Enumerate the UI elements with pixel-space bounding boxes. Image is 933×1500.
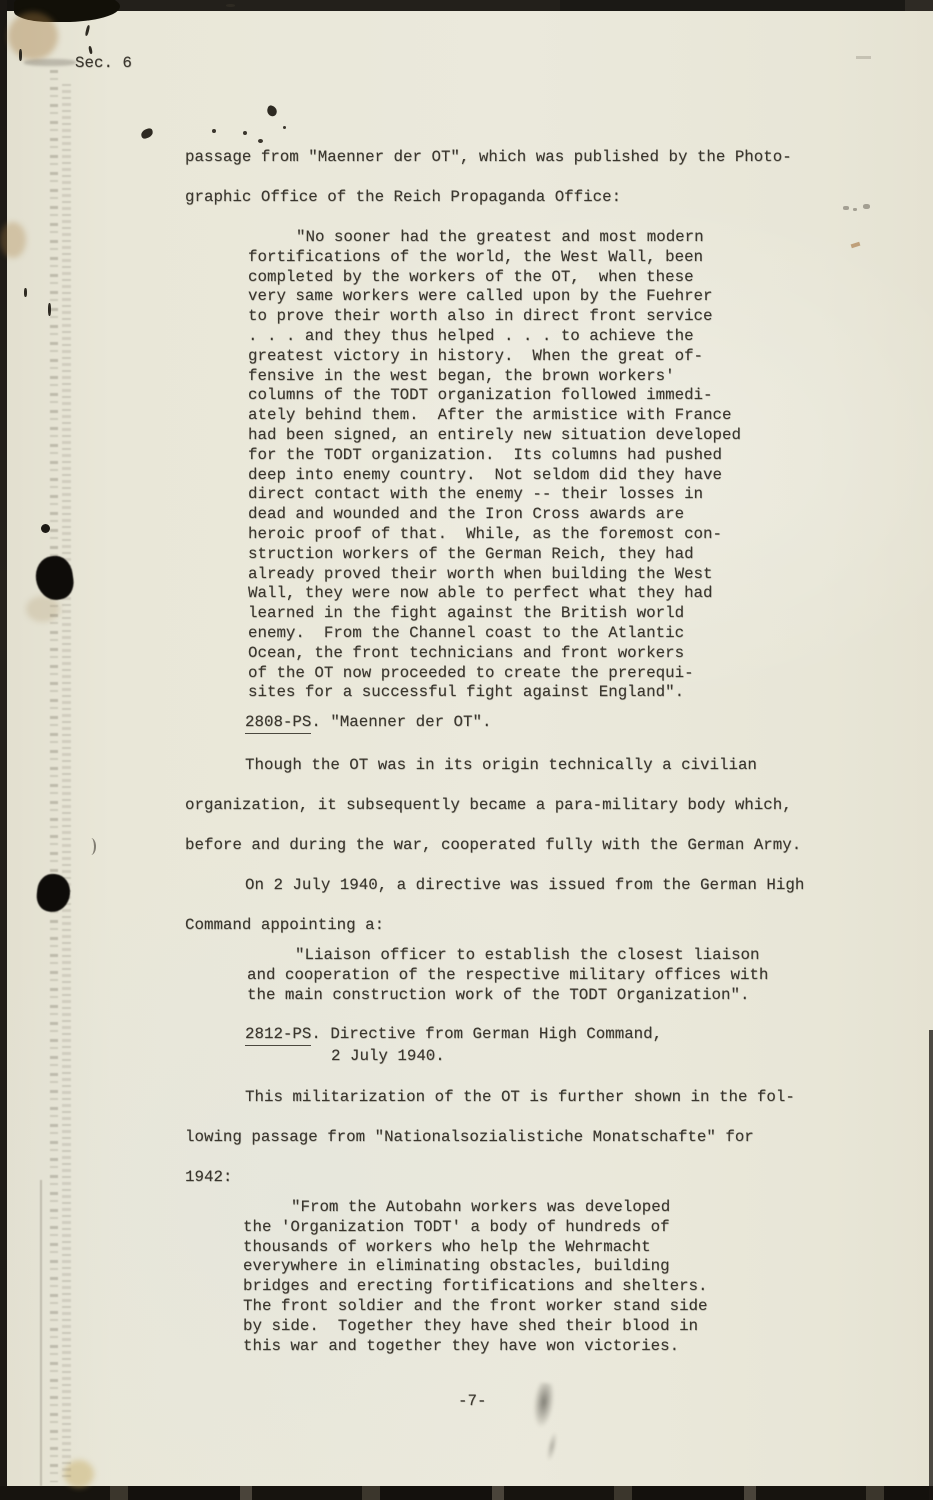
paragraph-directive <box>185 865 804 945</box>
text-line: enemy. From the Channel coast to the Atlantic <box>248 623 685 642</box>
ink-speck <box>48 303 51 316</box>
paragraph-ot-origin <box>185 745 801 865</box>
text-line: fensive in the west began, the brown workers' <box>248 366 675 385</box>
paper-crease <box>40 1180 42 1486</box>
erasure-smear <box>24 59 76 66</box>
pencil-scribble <box>851 242 861 249</box>
exhibit-number: 2812-PS <box>245 1024 311 1046</box>
text-line: Wall, they were now able to perfect what they had <box>248 584 713 603</box>
text-line: by side. Together they have shed their blood in <box>243 1316 699 1335</box>
text-line: 1942: <box>185 1168 233 1186</box>
text-line: graphic Office of the Reich Propaganda Office: <box>185 188 622 206</box>
text-line: dead and wounded and the Iron Cross awards are <box>248 505 685 524</box>
text-line: "Liaison officer to establish the closest liaison <box>295 946 760 964</box>
paper-stain <box>8 12 58 60</box>
text-line: the 'Organization TODT' a body of hundreds of <box>243 1217 670 1236</box>
pencil-scribble <box>853 208 857 211</box>
text-line: The front soldier and the front worker stand side <box>243 1296 708 1315</box>
text-line: columns of the TODT organization followed immedi- <box>248 386 713 405</box>
text-line: Command appointing a: <box>185 916 385 934</box>
exhibit-number: 2808-PS <box>245 712 311 734</box>
pencil-scribble <box>863 204 870 209</box>
text-line: organization, it subsequently became a para-military body which, <box>185 796 792 814</box>
ink-speck <box>88 46 93 54</box>
ink-bleed-through-column <box>50 70 58 1482</box>
text-line: This militarization of the OT is further shown in the fol- <box>245 1088 795 1106</box>
text-line: Though the OT was in its origin technically a civilian <box>245 756 757 774</box>
scan-corner-blob <box>14 0 120 22</box>
intro-paragraph <box>185 137 792 217</box>
pencil-scribble <box>843 206 849 210</box>
paper-stain <box>26 596 60 622</box>
ink-speck <box>212 129 216 133</box>
paper-stain <box>64 1460 94 1488</box>
ink-smudge <box>523 1381 562 1460</box>
ink-speck <box>283 126 286 129</box>
citation-2812-ps <box>245 1024 662 1067</box>
text-line: already proved their worth when building the West <box>248 564 713 583</box>
paragraph-militarization <box>185 1077 795 1197</box>
text-line: greatest victory in history. When the great of- <box>248 346 704 365</box>
text-line: before and during the war, cooperated fully with the German Army. <box>185 836 802 854</box>
scan-edge-bottom <box>0 1486 933 1500</box>
text-line: sites for a successful fight against England". <box>248 683 685 702</box>
text-line: passage from "Maenner der OT", which was published by the Photo- <box>185 148 792 166</box>
text-line: thousands of workers who help the Wehrmacht <box>243 1237 651 1256</box>
text-line: On 2 July 1940, a directive was issued from the German High <box>245 876 805 894</box>
punch-hole-mark <box>35 872 72 913</box>
scan-edge-left <box>0 0 7 1500</box>
scan-edge-right <box>929 1030 933 1500</box>
section-label: Sec. 6 <box>75 54 132 72</box>
text-line: deep into enemy country. Not seldom did they have <box>248 465 722 484</box>
text-line: everywhere in eliminating obstacles, building <box>243 1257 670 1276</box>
text-line: heroic proof of that. While, as the foremost con- <box>248 524 722 543</box>
text-line: of the OT now proceeded to create the prerequi- <box>248 663 694 682</box>
text-line: learned in the fight against the British world <box>248 604 685 623</box>
pencil-scribble <box>856 56 871 59</box>
text-line: direct contact with the enemy -- their losses in <box>248 485 704 504</box>
ink-smudge <box>538 1427 563 1475</box>
text-line: "No sooner had the greatest and most modern <box>296 228 704 246</box>
ink-speck <box>226 4 235 7</box>
text-line: bridges and erecting fortifications and shelters. <box>243 1277 708 1296</box>
ink-bleed-through-column <box>62 84 71 1480</box>
text-line: ately behind them. After the armistice with France <box>248 406 732 425</box>
ink-speck <box>24 288 27 297</box>
text-line: fortifications of the world, the West Wall, been <box>248 247 704 266</box>
text-line: had been signed, an entirely new situation developed <box>248 425 741 444</box>
text-line: "From the Autobahn workers was developed <box>291 1198 671 1216</box>
quote-liaison-officer <box>247 946 768 1005</box>
citation-text: . Directive from German High Command, <box>311 1025 663 1043</box>
text-line: to prove their worth also in direct front service <box>248 307 713 326</box>
text-line: Ocean, the front technicians and front workers <box>248 643 685 662</box>
text-line: lowing passage from "Nationalsozialistiche Monatschafte" for <box>185 1128 754 1146</box>
text-line: the main construction work of the TODT Organization". <box>247 985 750 1004</box>
page-number: -7- <box>458 1392 487 1410</box>
text-line: struction workers of the German Reich, they had <box>248 544 694 563</box>
scan-edge-top <box>0 0 933 11</box>
ink-speck <box>19 49 22 61</box>
ink-speck <box>266 105 279 118</box>
citation-date: 2 July 1940. <box>331 1047 445 1065</box>
text-line: and cooperation of the respective military offices with <box>247 965 769 984</box>
text-line: for the TODT organization. Its columns had pushed <box>248 445 722 464</box>
stray-pen-mark <box>86 838 96 855</box>
ink-speck <box>243 131 247 135</box>
quote-maenner-der-ot <box>248 228 741 703</box>
text-line: . . . and they thus helped . . . to achieve the <box>248 326 694 345</box>
ink-speck <box>140 128 154 140</box>
paper-stain <box>0 222 26 258</box>
citation-text: . "Maenner der OT". <box>311 713 492 731</box>
punch-hole-mark <box>33 554 76 603</box>
citation-2808-ps <box>245 712 491 734</box>
ink-speck <box>41 524 50 533</box>
text-line: very same workers were called upon by the Fuehrer <box>248 287 713 306</box>
ink-speck <box>85 25 91 36</box>
quote-autobahn-workers <box>243 1198 708 1356</box>
text-line: completed by the workers of the OT, when these <box>248 267 694 286</box>
text-line: this war and together they have won victories. <box>243 1336 680 1355</box>
